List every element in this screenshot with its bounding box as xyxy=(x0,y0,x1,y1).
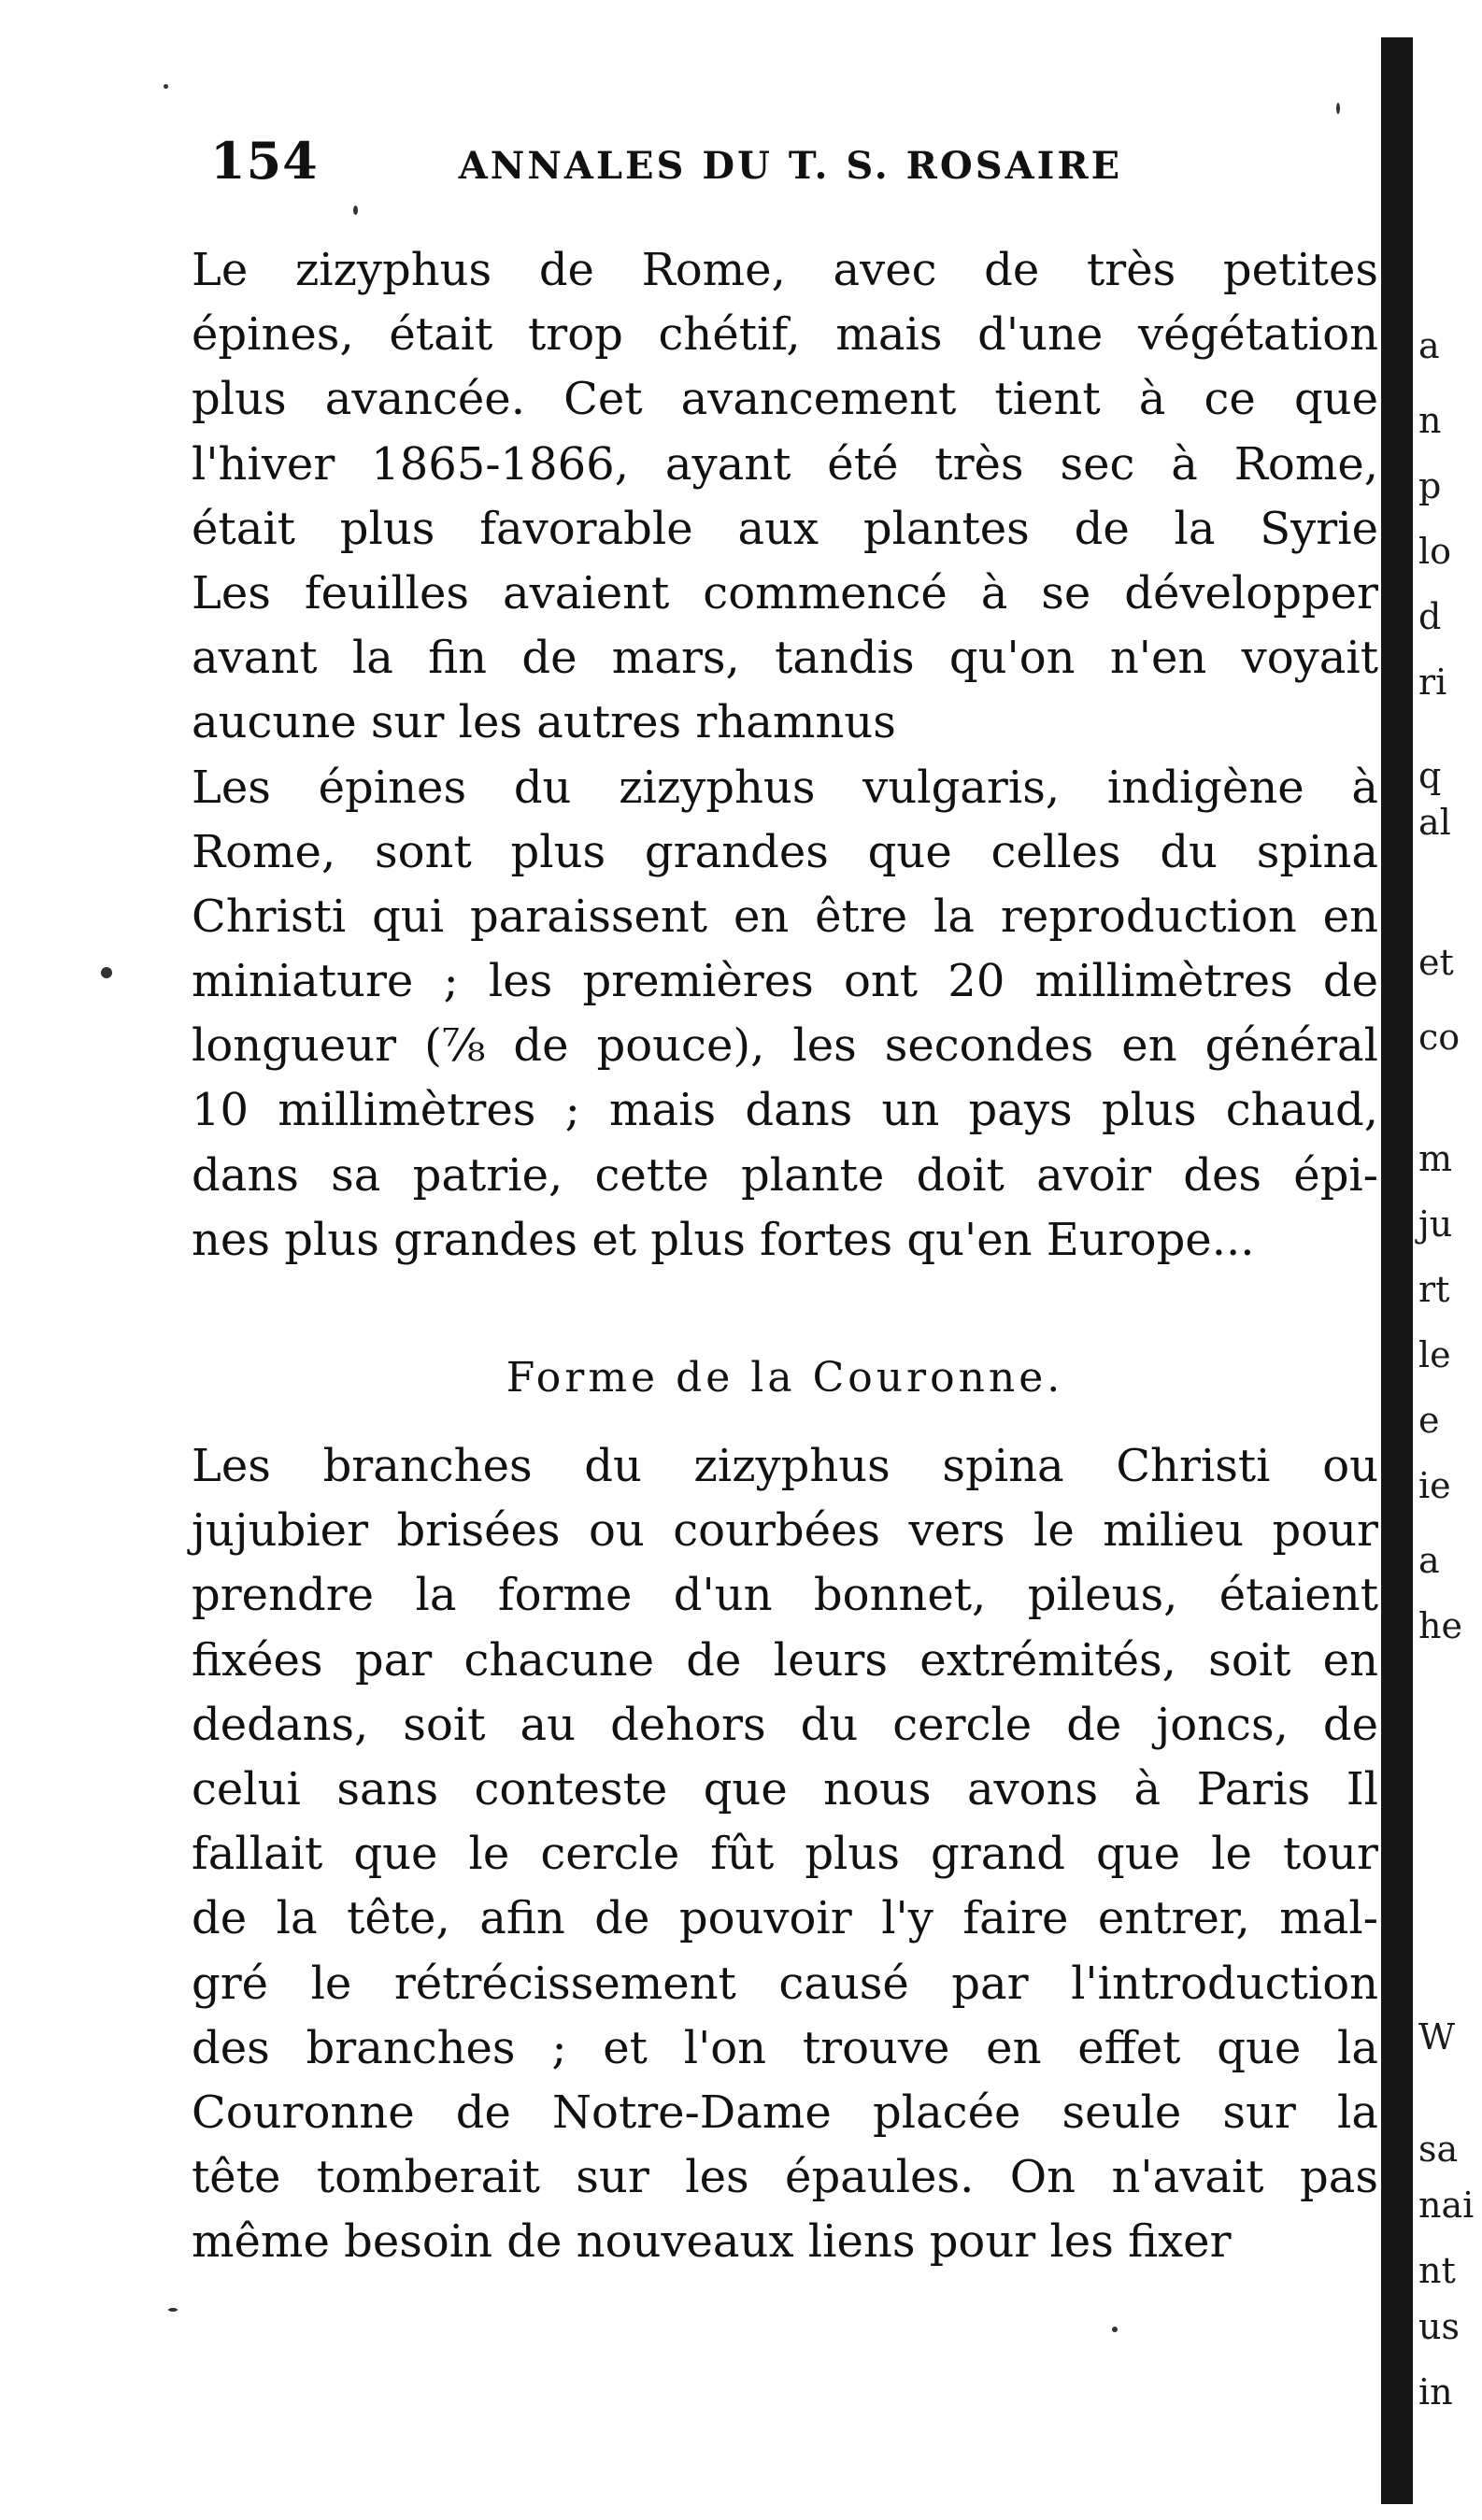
bleed-fragment: he xyxy=(1418,1605,1462,1646)
text-line: tête tomberait sur les épaules. On n'avait pas xyxy=(192,2151,1378,2204)
paragraph-1 xyxy=(192,238,1378,756)
text-line: prendre la forme d'un bonnet, pileus, étaient xyxy=(192,1569,1378,1622)
bleed-fragment: d xyxy=(1418,596,1442,637)
bleed-fragment: n xyxy=(1418,400,1442,441)
text-line: Le zizyphus de Rome, avec de très petites xyxy=(192,244,1378,296)
ink-speck xyxy=(1112,2327,1118,2332)
text-line: était plus favorable aux plantes de la Syrie xyxy=(192,502,1378,555)
bleed-fragment: le xyxy=(1418,1334,1451,1375)
bleed-fragment: a xyxy=(1418,1540,1440,1581)
ink-speck xyxy=(101,967,112,978)
ink-speck xyxy=(353,206,358,215)
text-line: fixées par chacune de leurs extrémités, soit en xyxy=(192,1633,1378,1687)
bleed-fragment: nt xyxy=(1418,2250,1456,2291)
bleed-fragment: ie xyxy=(1418,1465,1451,1506)
running-head xyxy=(210,131,1369,196)
text-line: même besoin de nouveaux liens pour les fixer xyxy=(192,2215,1232,2269)
text-line: dans sa patrie, cette plante doit avoir des épi- xyxy=(192,1148,1378,1202)
bleed-fragment: a xyxy=(1418,325,1440,366)
text-line: Les feuilles avaient commencé à se développer xyxy=(192,566,1378,619)
bleed-fragment: co xyxy=(1418,1017,1461,1058)
bleed-fragment: us xyxy=(1418,2306,1460,2347)
text-line: avant la fin de mars, tandis qu'on n'en voyait xyxy=(192,632,1378,685)
text-line: 10 millimètres ; mais dans un pays plus chaud, xyxy=(192,1084,1378,1137)
bleed-fragment: sa xyxy=(1418,2128,1459,2170)
text-line: jujubier brisées ou courbées vers le milieu pour xyxy=(192,1504,1378,1558)
text-line: nes plus grandes et plus fortes qu'en Europe... xyxy=(192,1213,1255,1266)
facing-page-edge xyxy=(1381,37,1475,2504)
text-line: aucune sur les autres rhamnus xyxy=(192,696,896,749)
bleed-fragment: lo xyxy=(1418,531,1452,572)
body-text-lower xyxy=(192,1434,1378,2274)
bleed-fragment: et xyxy=(1418,942,1454,983)
text-line: Christi qui paraissent en être la reproduction en xyxy=(192,890,1378,943)
paragraph-3 xyxy=(192,1434,1378,2274)
bleed-fragment: e xyxy=(1418,1400,1440,1441)
bleed-fragment: ju xyxy=(1418,1203,1453,1245)
bleed-fragment: m xyxy=(1418,1138,1453,1179)
text-line: Couronne de Notre-Dame placée seule sur la xyxy=(192,2086,1378,2139)
text-line: épines, était trop chétif, mais d'une végétation xyxy=(192,308,1378,362)
bleed-fragment: q xyxy=(1418,755,1442,796)
bleed-fragment: al xyxy=(1418,802,1451,843)
text-line: des branches ; et l'on trouve en effet que la xyxy=(192,2021,1378,2074)
text-line: Les branches du zizyphus spina Christi ou xyxy=(192,1440,1378,1492)
bleed-fragment: p xyxy=(1418,465,1442,506)
ink-speck xyxy=(168,2308,178,2312)
text-line: plus avancée. Cet avancement tient à ce que xyxy=(192,373,1378,426)
bleed-fragment: rt xyxy=(1418,1269,1450,1310)
text-line: dedans, soit au dehors du cercle de joncs, de xyxy=(192,1698,1378,1751)
gutter-shadow xyxy=(1381,37,1413,2504)
body-text-upper xyxy=(192,238,1378,1273)
bleed-fragment: W xyxy=(1418,2016,1456,2057)
text-line: de la tête, afin de pouvoir l'y faire entrer, mal- xyxy=(192,1892,1378,1945)
paragraph-2 xyxy=(192,756,1378,1274)
text-line: longueur (⅞ de pouce), les secondes en général xyxy=(192,1019,1378,1073)
text-line: Les épines du zizyphus vulgaris, indigène à xyxy=(192,761,1378,814)
text-line: celui sans conteste que nous avons à Paris Il xyxy=(192,1762,1378,1815)
text-line: fallait que le cercle fût plus grand que le tour xyxy=(192,1828,1378,1881)
ink-speck xyxy=(1336,103,1340,114)
bleed-fragment: ri xyxy=(1418,662,1447,703)
text-line: l'hiver 1865-1866, ayant été très sec à Rome, xyxy=(192,437,1378,491)
bleed-fragment: nai xyxy=(1418,2185,1475,2226)
running-title: ANNALES DU T. S. ROSAIRE xyxy=(458,144,1123,188)
ink-speck xyxy=(164,84,168,89)
section-heading: Forme de la Couronne. xyxy=(506,1354,1064,1402)
page-number: 154 xyxy=(210,131,319,191)
text-line: Rome, sont plus grandes que celles du spina xyxy=(192,825,1378,878)
bleed-fragment: in xyxy=(1418,2371,1453,2413)
text-line: gré le rétrécissement causé par l'introduction xyxy=(192,1957,1378,2010)
text-line: miniature ; les premières ont 20 millimètres de xyxy=(192,955,1378,1008)
